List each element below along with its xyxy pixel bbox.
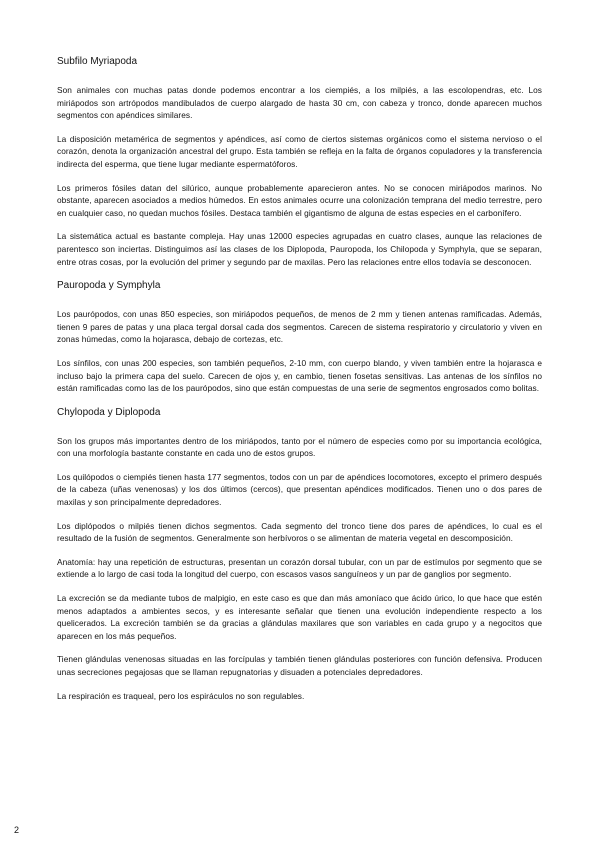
paragraph: Los diplópodos o milpiés tienen dichos segmentos. Cada segmento del tronco tiene dos pares de apéndices, lo cual es el resultado de la fusión de segmentos. Generalmente son herbívoros o se alimentan de materia vegetal en descomposición. [57,520,542,544]
page-number: 2 [14,825,20,835]
section-heading: Pauropoda y Symphyla [57,280,161,292]
paragraph: Son los grupos más importantes dentro de los miriápodos, tanto por el número de especies como por su importancia ecológica, con una morfología bastante constante en cada uno de estos grupos. [57,435,542,459]
paragraph: Los sínfilos, con unas 200 especies, son también pequeños, 2-10 mm, con cuerpo blando, y viven también entre la hojarasca e incluso bajo la primera capa del suelo. Carecen de ojos y, en cambio, tienen fosetas sensitivas. Las antenas de los sínfilos no están ramificadas como las de los paurópodos, sino que están compuestas de una serie de segmentos engrosados como bolitas. [57,357,542,394]
paragraph: Los paurópodos, con unas 850 especies, son miriápodos pequeños, de menos de 2 mm y tienen antenas ramificadas. Además, tienen 9 pares de patas y una placa tergal dorsal cada dos segmentos. Carecen de sistema respiratorio y circulatorio y viven en zonas húmedas, como la hojarasca, debajo de cortezas, etc. [57,309,542,345]
paragraph: La excreción se da mediante tubos de malpigio, en este caso es que dan más amoníaco que ácido úrico, lo que hace que estén menos adaptados a ambientes secos, y es interesante señalar que tienen una evolución independiente respecto a los quelicerados. La excreción también se da gracias a glándulas maxilares que son variables en cada grupo y a negocitos que aparecen en los más pequeños. [57,593,542,641]
paragraph: La respiración es traqueal, pero los espiráculos no son regulables. [57,690,305,701]
paragraph: Anatomía: hay una repetición de estructuras, presentan un corazón dorsal tubular, con un par de estímulos por segmento que se extiende a lo largo de casi toda la longitud del cuerpo, con escasos vasos sanguíneos y un par de ganglios por segmento. [57,556,542,580]
paragraph: La disposición metamérica de segmentos y apéndices, así como de ciertos sistemas orgánicos como el sistema nervioso o el corazón, denota la organización ancestral del grupo. Esta también se refleja en la falta de órganos copuladores y la transferencia indirecta del esperma, que tiene lugar mediante espermatóforos. [57,133,542,169]
paragraph: Son animales con muchas patas donde podemos encontrar a los ciempiés, a los milpiés, a las escolopendras, etc. Los miriápodos son artrópodos mandibulados de cuerpo alargado de hasta 30 cm, con cabeza y tronco, donde aparecen muchos segmentos con apéndices similares. [57,85,542,121]
section-heading: Subfilo Myriapoda [57,56,138,67]
paragraph: Los quilópodos o ciempiés tienen hasta 177 segmentos, todos con un par de apéndices locomotores, excepto el primero después de la cabeza (uñas venenosas) y los dos últimos (cercos), que presentan apéndices modificados. Tienen uno o dos pares de maxilas y son principalmente depredadores. [57,471,542,508]
paragraph: Tienen glándulas venenosas situadas en las forcípulas y también tienen glándulas posteriores con función defensiva. Producen unas secreciones pegajosas que se llaman repugnatorias y disuaden a potenciales depredadores. [57,654,542,677]
document-page [57,55,542,713]
paragraph: Los primeros fósiles datan del silúrico, aunque probablemente aparecieron antes. No se conocen miriápodos marinos. No obstante, aparecen asociados a medios húmedos. En estos animales ocurre una colonización temprana del medio terrestre, pero en cualquier caso, no quedan muchos fósiles. Destaca también el gigantismo de alguna de estas especies en el carbonífero. [57,182,542,218]
section-heading: Chylopoda y Diplopoda [57,406,161,418]
paragraph: La sistemática actual es bastante compleja. Hay unas 12000 especies agrupadas en cuatro clases, aunque las relaciones de parentesco son inciertas. Distinguimos así las clases de los Diplopoda, Pauropoda, los Chilopoda y Symphyla, que se separan, entre otras cosas, por la evolución del primer y segundo par de maxilas. Pero las relaciones entre ellos todavía se desconocen. [57,231,542,267]
